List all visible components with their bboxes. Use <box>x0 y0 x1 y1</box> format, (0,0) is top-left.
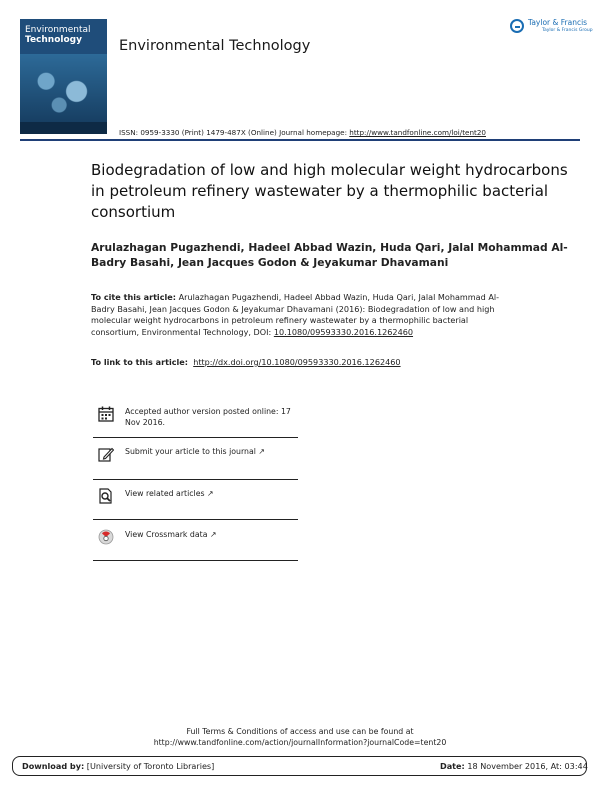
crossmark-link[interactable]: View Crossmark data ↗ <box>125 530 217 539</box>
journal-cover-image <box>20 19 107 134</box>
issn-line <box>119 128 486 137</box>
journal-title: Environmental Technology <box>119 38 311 54</box>
download-date-label: Date: <box>440 761 465 771</box>
publisher-logo <box>510 17 593 39</box>
publisher-logo-text: Taylor & Francis <box>528 18 588 27</box>
download-by-label: Download by: <box>22 761 85 771</box>
download-date-value: 18 November 2016, At: 03:44 <box>464 761 588 771</box>
cover-title <box>25 25 90 45</box>
header-divider <box>20 139 580 141</box>
citation-block <box>91 292 511 338</box>
citation-doi-link[interactable]: 10.1080/09593330.2016.1262460 <box>273 326 414 337</box>
links-box-divider <box>93 437 298 438</box>
cover-artwork <box>20 54 107 122</box>
cover-footer-strip <box>20 122 107 134</box>
search-document-icon <box>98 488 114 504</box>
publisher-logo-icon <box>510 19 524 33</box>
citation-label: To cite this article: <box>91 292 177 302</box>
publisher-logo-subtext: Taylor & Francis Group <box>542 28 593 33</box>
article-doi-link[interactable]: http://dx.doi.org/10.1080/09593330.2016.1262460 <box>193 357 401 367</box>
related-articles-link[interactable]: View related articles ↗ <box>125 489 214 498</box>
terms-footer <box>0 726 600 748</box>
crossmark-icon <box>98 529 114 545</box>
article-authors: Arulazhagan Pugazhendi, Hadeel Abbad Wazin, Huda Qari, Jalal Mohammad Al-Badry Basahi, Jean Jacques Godon & Jeyakumar Dhavamani <box>91 241 568 269</box>
links-box-divider <box>93 560 298 561</box>
pencil-icon <box>98 446 114 462</box>
download-by <box>22 761 214 771</box>
accepted-date-text: Accepted author version posted online: 17 Nov 2016. <box>125 407 291 427</box>
cover-title-line2: Technology <box>25 35 82 45</box>
journal-homepage-link[interactable]: http://www.tandfonline.com/loi/tent20 <box>349 128 486 137</box>
terms-text: Full Terms & Conditions of access and use can be found at <box>186 727 414 736</box>
issn-text: ISSN: 0959-3330 (Print) 1479-487X (Online) Journal homepage: <box>119 128 350 137</box>
submit-article-link[interactable]: Submit your article to this journal ↗ <box>125 447 265 456</box>
links-box-divider <box>93 519 298 520</box>
article-title: Biodegradation of low and high molecular weight hydrocarbons in petroleum refinery wastewater by a thermophilic bacterial consortium <box>91 161 568 221</box>
terms-link[interactable]: http://www.tandfonline.com/action/journalInformation?journalCode=tent20 <box>153 738 447 747</box>
citation-text: Arulazhagan Pugazhendi, Hadeel Abbad Wazin, Huda Qari, Jalal Mohammad Al-Badry Basahi, Jean Jacques Godon & Jeyakumar Dhavamani (2016): Biodegradation of low and high molecular weight hydrocarbons in petroleum refinery wastewater by a thermophilic bacterial consortium, Environmental Technology, DOI: <box>91 292 500 337</box>
cover-title-line1: Environmental <box>25 25 91 35</box>
article-link-label: To link to this article: <box>91 357 189 367</box>
download-by-value: [University of Toronto Libraries] <box>84 761 215 771</box>
calendar-icon <box>98 406 114 422</box>
links-box-divider <box>93 479 298 480</box>
download-date <box>440 761 588 771</box>
article-link-block <box>91 357 551 367</box>
